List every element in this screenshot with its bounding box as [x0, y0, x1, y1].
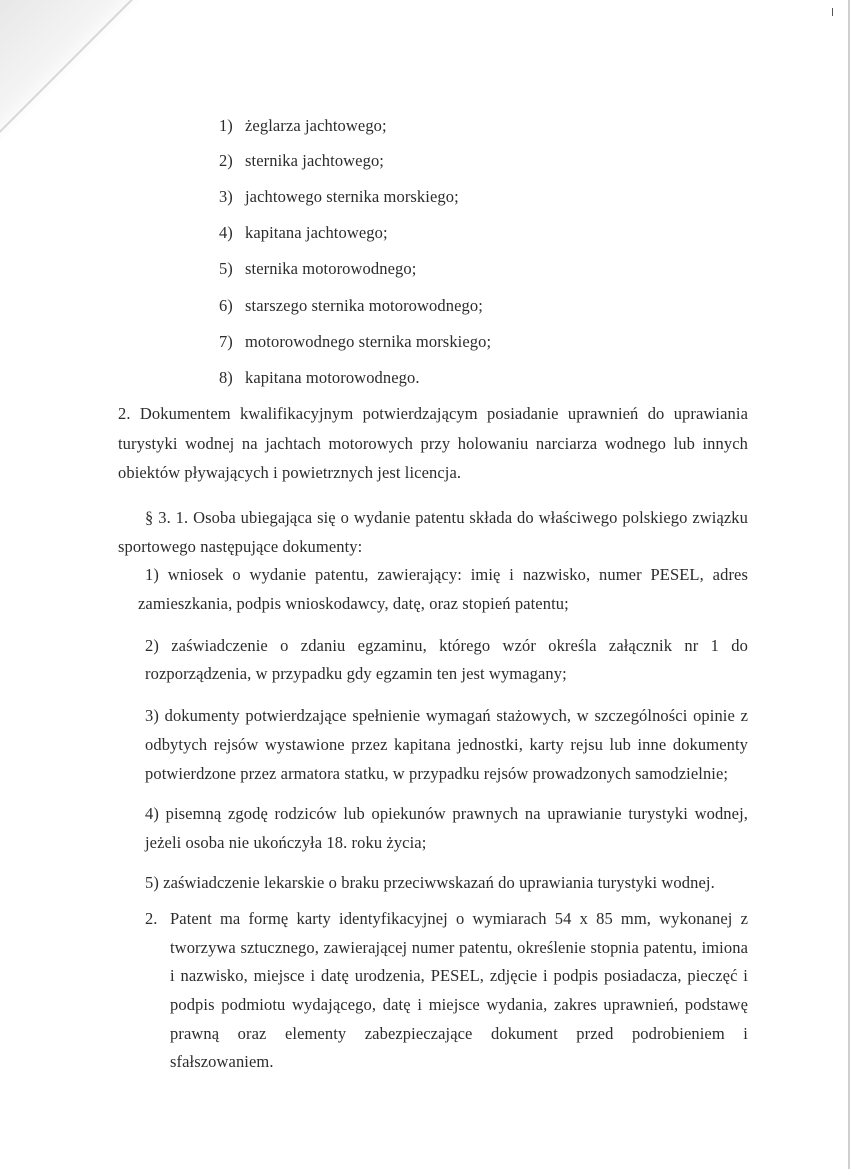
list-item-text: żeglarza jachtowego;: [245, 116, 387, 135]
document-item-line: 2) zaświadczenie o zdaniu egzaminu, którego wzór określa załącznik nr 1 do: [145, 636, 748, 655]
list-item-number: 8): [219, 368, 233, 387]
list-item-text: kapitana motorowodnego.: [245, 368, 420, 387]
list-item-number: 3): [219, 187, 233, 206]
list-item-number: 6): [219, 296, 233, 315]
list-item-number: 1): [219, 116, 233, 135]
list-item-text: kapitana jachtowego;: [245, 223, 388, 242]
document-item-line: odbytych rejsów wystawione przez kapitana jednostki, karty rejsu lub inne dokumenty: [145, 735, 748, 754]
paragraph-2-line: obiektów pływających i powietrznych jest licencja.: [118, 463, 462, 482]
point-2-line: sfałszowaniem.: [170, 1052, 274, 1071]
list-item-number: 4): [219, 223, 233, 242]
point-2-line: i nazwisko, miejsce i datę urodzenia, PESEL, zdjęcie i podpis posiadacza, pieczęć i: [170, 966, 748, 985]
scan-mark: [832, 8, 833, 16]
list-item-text: sternika jachtowego;: [245, 151, 384, 170]
document-item-line: 5) zaświadczenie lekarskie o braku przeciwwskazań do uprawiania turystyki wodnej.: [145, 873, 715, 892]
document-item-line: rozporządzenia, w przypadku gdy egzamin ten jest wymagany;: [145, 664, 567, 683]
list-item-text: jachtowego sternika morskiego;: [245, 187, 459, 206]
point-2-line: Patent ma formę karty identyfikacyjnej o wymiarach 54 x 85 mm, wykonanej z: [170, 909, 748, 928]
list-item-text: starszego sternika motorowodnego;: [245, 296, 483, 315]
list-item-number: 7): [219, 332, 233, 351]
point-2-line: prawną oraz elementy zabezpieczające dokument przed podrobieniem i: [170, 1024, 748, 1043]
document-item-line: jeżeli osoba nie ukończyła 18. roku życia;: [145, 833, 427, 852]
list-item-text: motorowodnego sternika morskiego;: [245, 332, 492, 351]
list-item-number: 2): [219, 151, 233, 170]
point-number: 2.: [145, 909, 158, 928]
paragraph-2-line: 2. Dokumentem kwalifikacyjnym potwierdzającym posiadanie uprawnień do uprawiania: [118, 404, 748, 423]
document-item-line: potwierdzone przez armatora statku, w przypadku rejsów prowadzonych samodzielnie;: [145, 764, 729, 783]
document-item-line: zamieszkania, podpis wnioskodawcy, datę, oraz stopień patentu;: [138, 594, 569, 613]
scan-corner-fold: [0, 0, 140, 140]
point-2-line: tworzywa sztucznego, zawierającej numer patentu, określenie stopnia patentu, imiona: [170, 938, 748, 957]
section-3-line: § 3. 1. Osoba ubiegająca się o wydanie patentu składa do właściwego polskiego związku: [145, 508, 748, 527]
list-item-text: sternika motorowodnego;: [245, 259, 417, 278]
document-item-line: 1) wniosek o wydanie patentu, zawierający: imię i nazwisko, numer PESEL, adres: [145, 565, 748, 584]
document-item-line: 3) dokumenty potwierdzające spełnienie wymagań stażowych, w szczególności opinie z: [145, 706, 748, 725]
point-2-line: podpis podmiotu wydającego, datę i miejsce wydania, zakres uprawnień, podstawę: [170, 995, 748, 1014]
section-3-line: sportowego następujące dokumenty:: [118, 537, 363, 556]
document-item-line: 4) pisemną zgodę rodziców lub opiekunów prawnych na uprawianie turystyki wodnej,: [145, 804, 748, 823]
paragraph-2-line: turystyki wodnej na jachtach motorowych przy holowaniu narciarza wodnego lub innych: [118, 434, 748, 453]
list-item-number: 5): [219, 259, 233, 278]
